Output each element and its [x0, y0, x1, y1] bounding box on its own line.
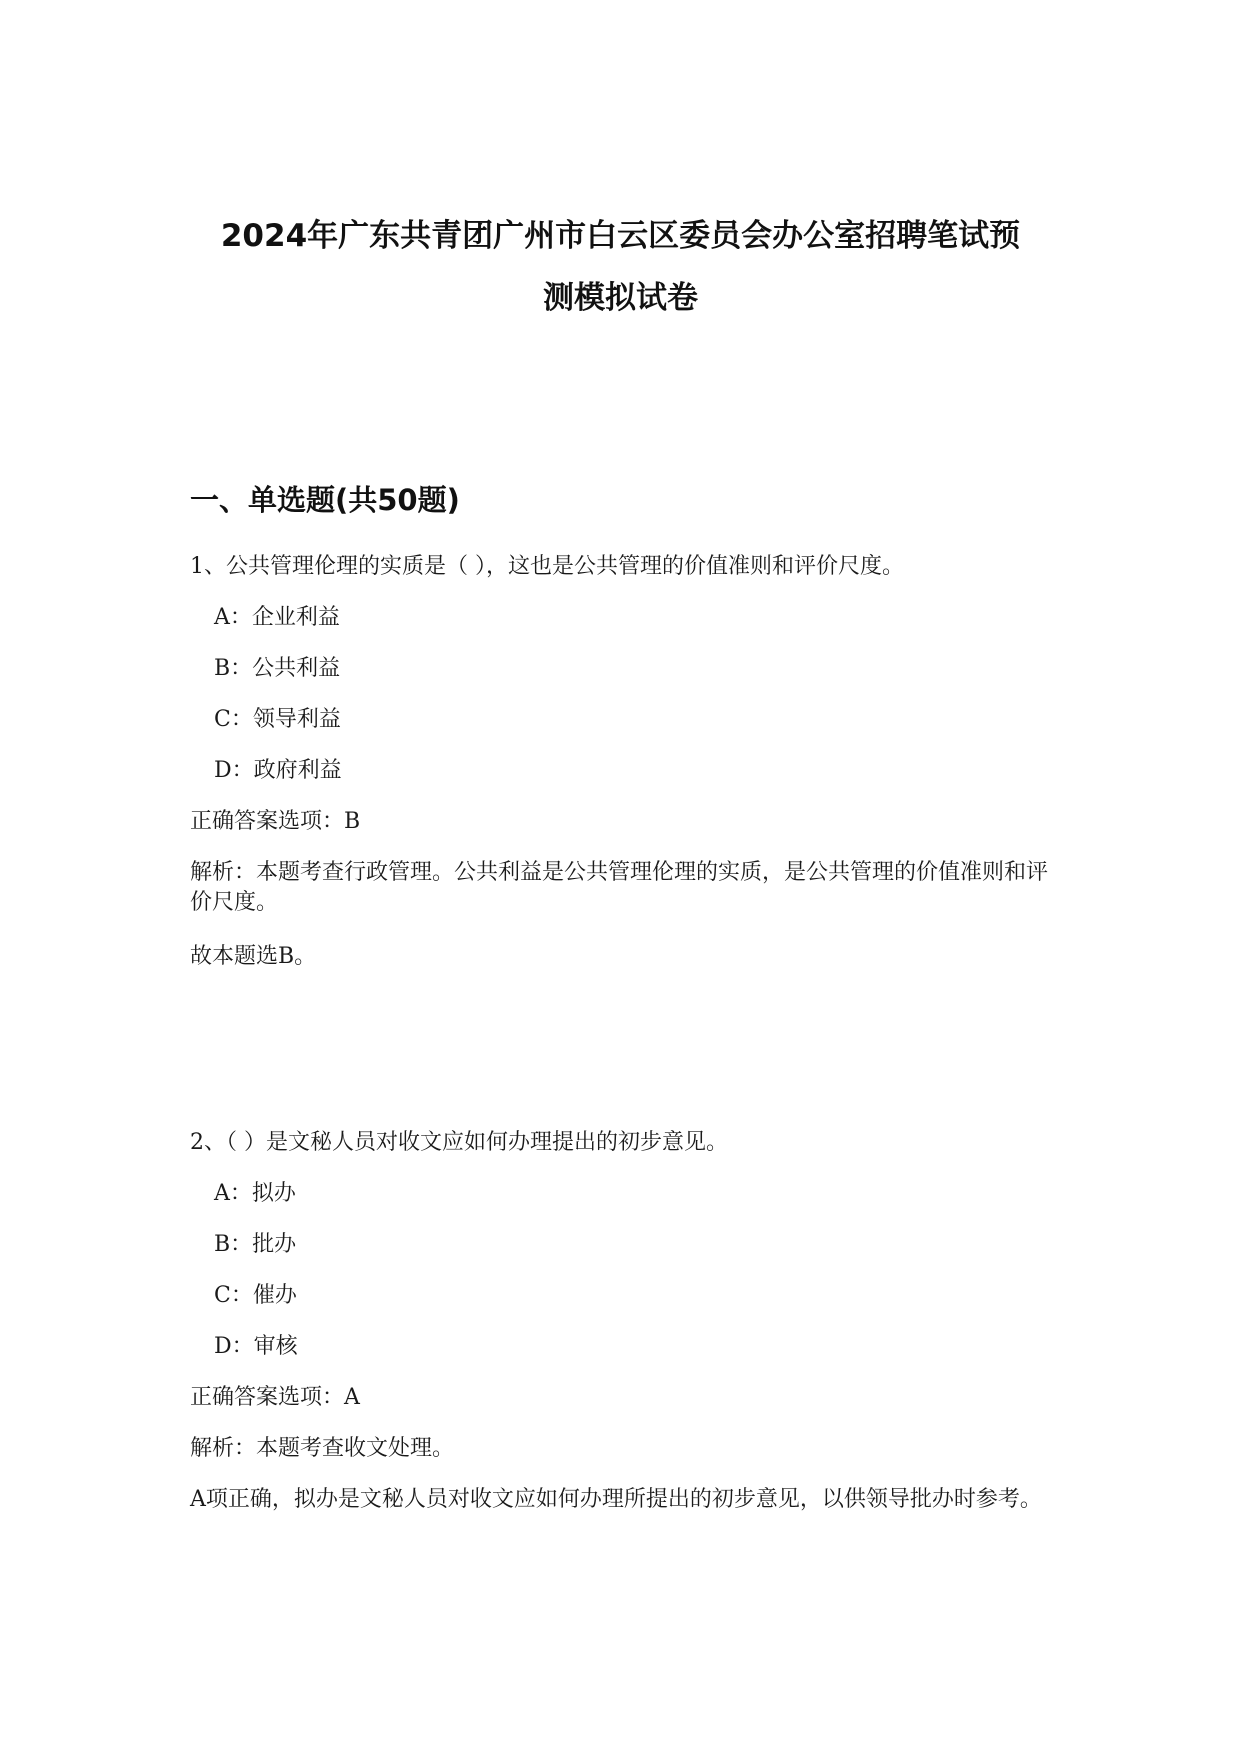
document-title-line-1: 2024年广东共青团广州市白云区委员会办公室招聘笔试预 [220, 218, 1021, 254]
document-title [150, 205, 1091, 329]
question-1-option-b: B：公共利益 [214, 656, 341, 681]
question-1-option-a: A：企业利益 [214, 605, 340, 630]
section-heading: 一、单选题(共50题) [190, 483, 460, 517]
question-1-option-c: C：领导利益 [214, 707, 341, 732]
question-2-option-b: B：批办 [214, 1232, 297, 1257]
question-2-answer: 正确答案选项：A [190, 1385, 360, 1410]
question-1-conclusion: 故本题选B。 [190, 944, 317, 969]
question-2-analysis: 解析：本题考查收文处理。 [190, 1436, 455, 1461]
question-2-option-d: D：审核 [214, 1334, 298, 1359]
question-2-conclusion: A项正确，拟办是文秘人员对收文应如何办理所提出的初步意见，以供领导批办时参考。 [190, 1487, 1042, 1512]
question-2-stem: 2、（ ）是文秘人员对收文应如何办理提出的初步意见。 [190, 1130, 728, 1155]
question-1-stem: 1、公共管理伦理的实质是（ ），这也是公共管理的价值准则和评价尺度。 [190, 554, 904, 579]
question-1-answer: 正确答案选项：B [190, 809, 361, 834]
question-2-option-c: C：催办 [214, 1283, 297, 1308]
document-title-line-2: 测模拟试卷 [543, 280, 698, 316]
question-1-option-d: D：政府利益 [214, 758, 342, 783]
question-2-option-a: A：拟办 [214, 1181, 296, 1206]
question-1-analysis: 解析：本题考查行政管理。公共利益是公共管理伦理的实质，是公共管理的价值准则和评价尺度。 [190, 860, 1049, 915]
